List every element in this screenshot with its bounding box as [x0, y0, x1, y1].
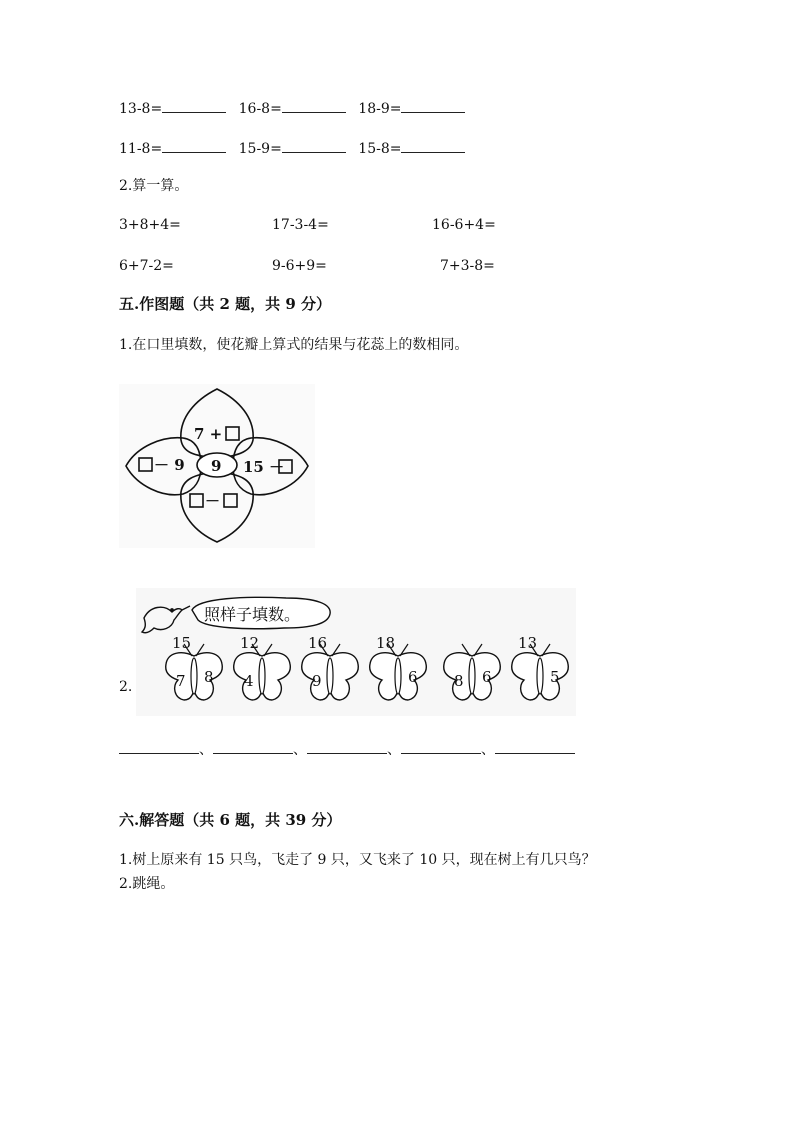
- oral-problem: 15-9=: [239, 138, 346, 158]
- butterfly-body: [191, 658, 197, 694]
- bottom-petal-expr: －: [205, 492, 221, 510]
- butterfly-body: [537, 658, 543, 694]
- oral-problem: 13-8=: [119, 98, 226, 118]
- butterfly-left-number: 8: [454, 672, 464, 690]
- calc-problem: 9-6+9=: [272, 258, 327, 274]
- butterfly-answer-row: [119, 739, 575, 759]
- answer-blank[interactable]: [401, 739, 481, 754]
- flower-diagram: [119, 384, 315, 548]
- butterfly-top-number: 13: [518, 634, 538, 652]
- calc-problem: 6+7-2=: [119, 258, 174, 274]
- answer-blank[interactable]: [495, 739, 575, 754]
- butterfly-right-number: 5: [550, 668, 560, 686]
- section-6-question-2: 2.跳绳。: [119, 876, 175, 892]
- flower-center-number: 9: [211, 457, 222, 475]
- left-petal-expr: － 9: [154, 456, 185, 474]
- calc-problem: 16-6+4=: [432, 217, 496, 233]
- oral-row-2: [119, 138, 465, 158]
- oral-row-1: [119, 98, 465, 118]
- calc-problem: 7+3-8=: [440, 258, 495, 274]
- oral-problem: 16-8=: [239, 98, 346, 118]
- butterfly-right-number: 6: [408, 668, 418, 686]
- speech-bubble-text: 照样子填数。: [204, 605, 301, 624]
- butterfly-body: [469, 658, 475, 694]
- separator: 、: [293, 742, 307, 758]
- butterfly-top-number: 16: [308, 634, 328, 652]
- butterfly-left-number: 7: [176, 672, 186, 690]
- butterfly-right-number: 6: [482, 668, 492, 686]
- section-5-question-2-label: 2.: [119, 679, 133, 695]
- calc-problem: 17-3-4=: [272, 217, 329, 233]
- oral-problem: 11-8=: [119, 138, 226, 158]
- answer-blank[interactable]: [162, 138, 226, 153]
- butterfly-body: [395, 658, 401, 694]
- butterfly-top-number: 12: [240, 634, 260, 652]
- butterfly-picture: [136, 588, 576, 716]
- separator: 、: [481, 742, 495, 758]
- butterfly-body: [259, 658, 265, 694]
- oral-problem: 18-9=: [358, 98, 465, 118]
- answer-blank[interactable]: [282, 138, 346, 153]
- calc-problem: 3+8+4=: [119, 217, 181, 233]
- section-6-title: 六.解答题（共 6 题，共 39 分）: [119, 811, 342, 829]
- butterfly-body: [327, 658, 333, 694]
- answer-blank[interactable]: [401, 138, 465, 153]
- section-5-question-1: 1.在口里填数，使花瓣上算式的结果与花蕊上的数相同。: [119, 337, 469, 353]
- section-5-title: 五.作图题（共 2 题，共 9 分）: [119, 295, 331, 313]
- answer-blank[interactable]: [282, 98, 346, 113]
- oral-problem: 15-8=: [358, 138, 465, 158]
- butterfly-top-number: 18: [376, 634, 396, 652]
- question-2-title: 2.算一算。: [119, 178, 189, 194]
- butterfly-top-number: 15: [172, 634, 192, 652]
- separator: 、: [387, 742, 401, 758]
- butterfly-right-number: 8: [204, 668, 214, 686]
- answer-blank[interactable]: [213, 739, 293, 754]
- section-6-question-1: 1.树上原来有 15 只鸟，飞走了 9 只，又飞来了 10 只，现在树上有几只鸟？: [119, 852, 596, 868]
- butterfly-left-number: 4: [244, 672, 254, 690]
- answer-blank[interactable]: [119, 739, 199, 754]
- answer-blank[interactable]: [401, 98, 465, 113]
- answer-blank[interactable]: [162, 98, 226, 113]
- butterfly-left-number: 9: [312, 672, 322, 690]
- answer-blank[interactable]: [307, 739, 387, 754]
- right-petal-expr: 15 －: [243, 458, 285, 476]
- separator: 、: [199, 742, 213, 758]
- top-petal-expr: 7 +: [194, 425, 223, 443]
